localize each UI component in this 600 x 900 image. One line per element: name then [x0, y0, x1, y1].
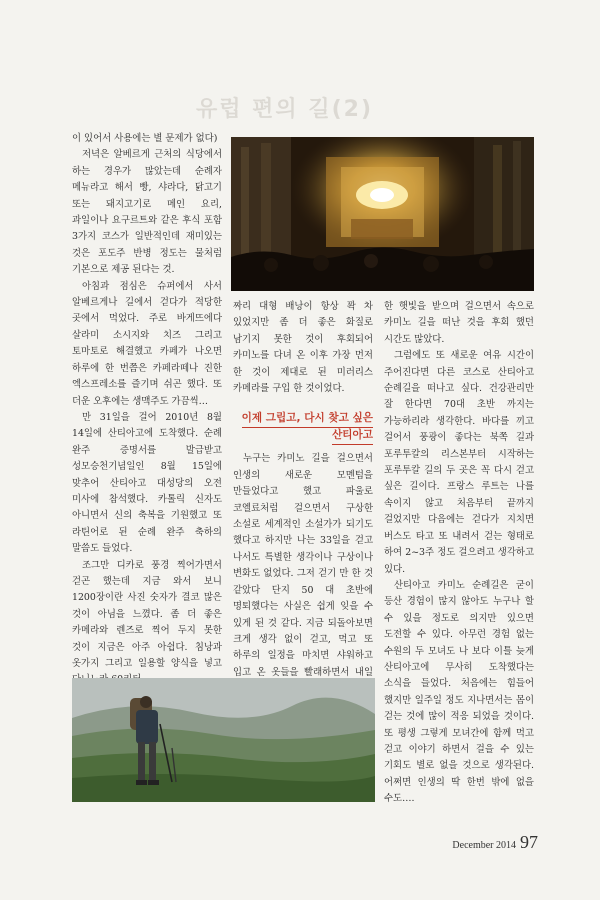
- paragraph: 누구는 카미노 길을 걸으면서 인생의 새로운 모멘텀을 만들었다고 했고 파울로 코엘료처럼 걸으면서 구상한 소설로 세계적인 소설가가 되기도 했다고 하지만 나는 33일을 걷고 나서도 특별한 생각이나 구상이나 변화도 없었다. 그저 걷기 만 한 것 같았다 단지 50 대 초반에 명퇴했다는 사실은 쉽게 잊을 수 있게 된 것 같다. 지금 되돌아보면 크게 생각 없이 걷고, 먹고 또 하루의 일정을 마치면 샤워하고 입고 온 옷들을 빨래하면서 내일: [233, 453, 373, 678]
- text-column-left: [72, 131, 222, 689]
- paragraph: 짜리 대형 배낭이 항상 꽉 차 있었지만 좀 더 좋은 화질로 남기지 못한 것이 후회되어 카미노를 다녀 온 이후 가장 먼저 한 것이 제대로 된 미러리스 카메라를 구입 한 것이었다.: [233, 301, 373, 395]
- cathedral-altar-photo: [231, 137, 534, 291]
- paragraph: 한 햇빛을 받으며 걸으면서 속으로 카미노 길을 떠난 것을 후회 했던 시간도 많았다.: [384, 301, 534, 345]
- page-number: 97: [520, 832, 538, 852]
- paragraph: 아침과 점심은 슈퍼에서 사서 알베르게나 길에서 걷다가 적당한 곳에서 먹었다. 주로 바게뜨에다 살라미 소시지와 치즈 그리고 토마토로 해결했고 카페가 나오면 하루에 한 번쯤은 카페라떼나 진한 엑스프레소를 즐기며 쉬곤 했다. 또 더운 오후에는 생맥주도 가끔씩…: [72, 280, 222, 407]
- subheading-line-1: 이제 그립고, 다시 찾고 싶은: [242, 411, 373, 428]
- hiker-on-trail-photo: [72, 678, 375, 802]
- cathedral-illustration: [231, 137, 534, 291]
- paragraph: 만 31일을 걸어 2010년 8월 14일에 산티아고에 도착했다. 순례 완주 증명서를 발급받고 성모승천기념일인 8월 15일에 맞추어 산티아고 대성당의 오전 미사에 참석했다. 카톨릭 신자도 아니면서 신의 축복을 기원했고 또 라틴어로 된 순례 완주 축하의 말씀도 들었다.: [72, 411, 222, 555]
- hiker-illustration: [72, 678, 375, 802]
- faded-section-title: 유럽 편의 길(2): [196, 97, 373, 122]
- paragraph: 저녁은 알베르게 근처의 식당에서 하는 경우가 많았는데 순례자 메뉴라고 해서 빵, 샤라다, 닭고기 또는 돼지고기로 메인 요리, 과일이나 요구르트와 같은 후식 포함 3가지 코스가 일반적인데 재미있는 것은 포도주 반병 정도는 물처럼 기본으로 제공 된다는 것.: [72, 149, 222, 276]
- paragraph: 그럼에도 또 새로운 여유 시간이 주어진다면 다른 코스로 산티아고 순례길을 떠나고 싶다. 건강관리만 잘 한다면 70대 초반 까지는 가능하리라 생각한다. 바다를 끼고 걸어서 풍광이 좋다는 북쪽 길과 포루투칼의 리스본부터 시작하는 포루투칼 길의 두 곳은 꼭 다시 걷고 싶은 길이다. 프랑스 루트는 나를 속이지 않고 처음부터 끝까지 걸었지만 다음에는 걷다가 지치면 버스도 타고 또 내려서 걷는 형태로 하여 2~3주 정도 걸으려고 생각하고 있다.: [384, 350, 534, 575]
- page-footer: [452, 832, 538, 853]
- section-subheading: [233, 411, 373, 445]
- paragraph: 산티아고 카미노 순례길은 굳이 등산 경험이 많지 않아도 누구나 할 수 있을 정도로 의지만 있으면 도전할 수 있다. 아무런 경험 없는 수원의 두 모녀도 나 보다 이틀 늦게 산티아고에 무사히 도착했다는 소식을 들었다. 처음에는 힘들어 했지만 일주일 정도 지나면서는 몸이 걷는 것에 많이 적응 되었을 것이다. 또 평생 그렇게 모녀간에 함께 먹고 걷고 이야기 하면서 걸을 수 있는 기회도 별로 없을 것으로 생각된다. 어쩌면 인생의 딱 한번 밖에 없을 수도….: [384, 579, 534, 805]
- text-column-right: [384, 299, 534, 808]
- paragraph: 조그만 디카로 풍경 찍어가면서 걷곤 했는데 지금 와서 보니 1200장이란 사진 숫자가 결코 많은 것이 아님을 느꼈다. 좀 더 좋은 카메라와 렌즈로 찍어 두지 못한 것이 지금은 아주 아쉽다. 침낭과 옷가지 그리고 일용할 양식을 넣고: [72, 559, 222, 669]
- issue-date: December 2014: [452, 840, 516, 851]
- text-column-middle: [233, 299, 373, 714]
- paragraph: 이 있어서 사용에는 별 문제가 없다): [72, 133, 218, 144]
- subheading-line-2: 산티아고: [332, 428, 373, 445]
